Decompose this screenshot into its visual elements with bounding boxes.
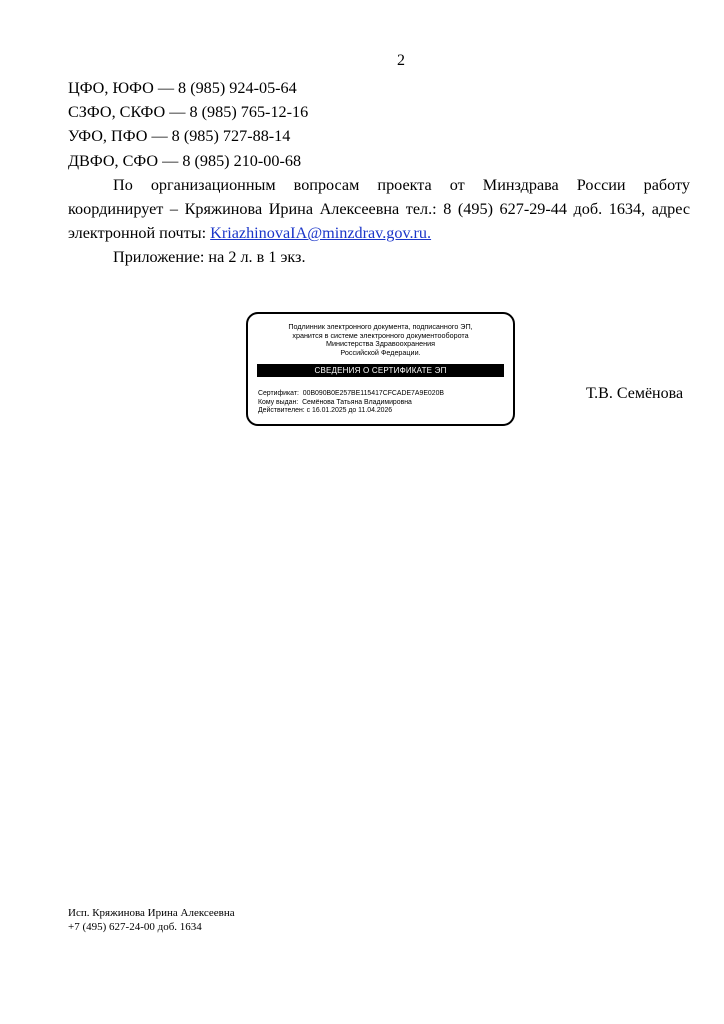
letter-body (68, 76, 690, 270)
signer-name: Т.В. Семёнова (586, 385, 684, 402)
stamp-title-bar: СВЕДЕНИЯ О СЕРТИФИКАТЕ ЭП (257, 364, 504, 377)
stamp-header-line: хранится в системе электронного документооборота (292, 330, 469, 340)
certificate-row (258, 390, 444, 399)
coordinator-paragraph (68, 173, 690, 246)
valid-value: с 16.01.2025 до 11.04.2026 (306, 407, 393, 415)
valid-row (258, 407, 444, 416)
contact-line: СЗФО, СКФО — 8 (985) 765-12-16 (68, 103, 309, 122)
appendix-line: Приложение: на 2 л. в 1 экз. (113, 248, 306, 267)
executor-phone: +7 (495) 627-24-00 доб. 1634 (68, 921, 202, 933)
stamp-header-line: Российской Федерации. (340, 347, 421, 357)
issued-to-row (258, 399, 444, 408)
contact-line: ДВФО, СФО — 8 (985) 210-00-68 (68, 151, 302, 170)
stamp-header (248, 323, 513, 357)
executor-footer (68, 906, 235, 934)
stamp-header-line: Министерства Здравоохранения (325, 339, 436, 349)
certificate-value: 00B090B0E257BE115417CFCADE7A9E020B (302, 390, 445, 397)
contact-line: УФО, ПФО — 8 (985) 727-88-14 (68, 127, 291, 146)
coordinator-text: По организационным вопросам проекта от Минздрава России работу координирует – Кряжинова Ирина Алексеевна тел.: 8 (495) 627-29-44 доб. 1634, адрес электронной почты: (68, 175, 690, 243)
issued-to-label: Кому выдан: (258, 398, 299, 406)
valid-label: Действителен: (258, 407, 305, 415)
page-number: 2 (397, 52, 405, 69)
signature-stamp (246, 312, 515, 426)
executor-name: Исп. Кряжинова Ирина Алексеевна (68, 907, 235, 919)
issued-to-value: Семёнова Татьяна Владимировна (302, 398, 412, 406)
certificate-label: Сертификат: (258, 390, 299, 397)
email-link[interactable]: KriazhinovaIA@minzdrav.gov.ru. (210, 224, 432, 243)
stamp-header-line: Подлинник электронного документа, подписанного ЭП, (288, 322, 473, 331)
stamp-details (258, 390, 444, 416)
contact-line: ЦФО, ЮФО — 8 (985) 924-05-64 (68, 79, 297, 97)
